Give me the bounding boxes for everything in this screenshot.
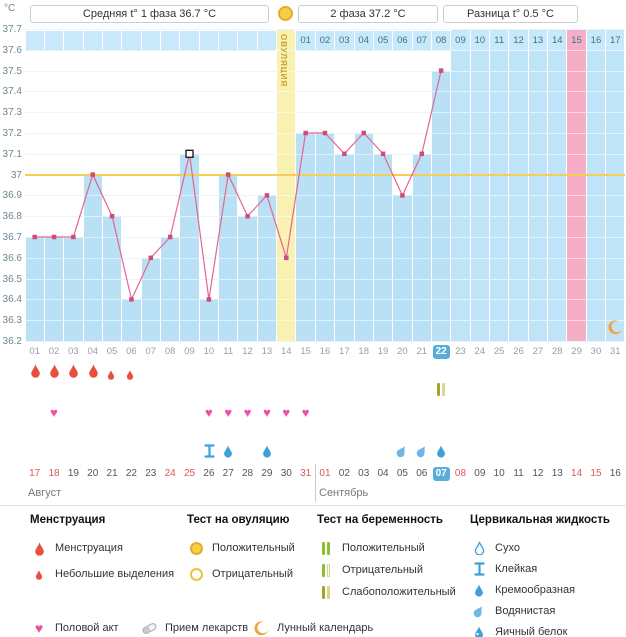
fluid-creamy-icon xyxy=(474,583,484,597)
legend-item-label: Сухо xyxy=(495,542,520,554)
top-date-cell xyxy=(103,31,121,51)
calendar-date[interactable]: 08 xyxy=(454,468,467,479)
calendar-date[interactable]: 04 xyxy=(377,468,389,479)
top-date-cell xyxy=(200,31,218,51)
fluid-watery-icon xyxy=(471,602,487,619)
cervical-fluid-icon xyxy=(436,444,446,463)
legend-item xyxy=(470,540,520,556)
fluid-creamy-icon xyxy=(223,444,233,458)
intercourse-heart-icon xyxy=(260,404,274,422)
cycle-day-label[interactable]: 12 xyxy=(242,346,253,357)
legend-item xyxy=(187,540,295,556)
legend-section-title: Цервикальная жидкость xyxy=(470,514,610,526)
pregnancy-test-positive-icon xyxy=(322,542,330,555)
gridline-overlay xyxy=(25,71,625,72)
menstruation-icon xyxy=(49,363,60,383)
heart-icon: ♥ xyxy=(282,405,291,420)
cycle-day-label[interactable]: 04 xyxy=(87,346,99,357)
heart-icon: ♥ xyxy=(243,405,252,420)
top-date-label: 08 xyxy=(435,35,447,46)
legend-item-label: Отрицательный xyxy=(212,568,293,580)
temp-bar[interactable] xyxy=(335,154,353,341)
pregnancy-test-negative-icon xyxy=(322,564,330,577)
menstruation-drop-icon xyxy=(34,541,45,556)
top-date-label: 03 xyxy=(339,35,350,46)
calendar-date[interactable]: 03 xyxy=(358,468,370,479)
fluid-dry-icon xyxy=(474,541,485,555)
calendar-date[interactable]: 27 xyxy=(222,468,234,479)
temp-bar[interactable] xyxy=(374,154,392,341)
calendar-date[interactable]: 26 xyxy=(203,468,215,479)
top-date-cell xyxy=(122,31,140,51)
cycle-day-label[interactable]: 07 xyxy=(145,346,157,357)
cervical-fluid-icon xyxy=(204,444,215,463)
top-date-cell xyxy=(161,31,179,51)
menstruation-icon xyxy=(30,363,41,383)
calendar-date[interactable]: 10 xyxy=(493,468,505,479)
intercourse-heart-icon xyxy=(202,404,216,422)
cycle-day-label[interactable]: 11 xyxy=(223,346,234,357)
legend-item-label: Слабоположительный xyxy=(342,586,456,598)
temp-bar[interactable] xyxy=(393,195,411,341)
ovulation-column-label: ОВУЛЯЦИЯ xyxy=(279,34,288,88)
future-day-column[interactable] xyxy=(587,30,605,341)
top-date-label: 11 xyxy=(494,35,505,46)
phase2-average-box: 2 фаза 37.2 °C xyxy=(298,5,438,23)
top-date-label: 04 xyxy=(358,35,369,46)
legend-item xyxy=(30,566,174,582)
legend-item xyxy=(470,582,575,598)
intercourse-heart-icon xyxy=(279,404,293,422)
calendar-date[interactable]: 23 xyxy=(145,468,157,479)
y-axis-label: 36.8 xyxy=(2,211,22,223)
top-date-cell xyxy=(45,31,63,51)
legend-section-title: Тест на овуляцию xyxy=(187,514,290,526)
heart-icon: ♥ xyxy=(205,405,213,420)
temp-difference-box: Разница t° 0.5 °C xyxy=(443,5,578,23)
heart-icon: ♥ xyxy=(263,405,271,420)
top-date-label: 10 xyxy=(474,35,486,46)
calendar-date[interactable]: 21 xyxy=(106,468,118,479)
today-date-badge[interactable]: 07 xyxy=(433,467,450,481)
top-date-cell xyxy=(26,31,44,51)
top-date-label: 02 xyxy=(319,35,331,46)
legend-item xyxy=(470,603,555,619)
cycle-day-label[interactable]: 24 xyxy=(474,346,486,357)
menstruation-icon xyxy=(126,367,134,385)
cycle-day-label[interactable]: 21 xyxy=(416,346,428,357)
top-date-label: 12 xyxy=(513,35,524,46)
future-day-column[interactable] xyxy=(606,30,624,341)
phase1-average-box: Средняя t° 1 фаза 36.7 °C xyxy=(30,5,269,23)
legend-item-label: Прием лекарств xyxy=(165,622,249,634)
cycle-day-label[interactable]: 10 xyxy=(203,346,215,357)
calendar-date[interactable]: 29 xyxy=(261,468,273,479)
calendar-date[interactable]: 18 xyxy=(48,468,60,479)
calendar-date[interactable]: 05 xyxy=(396,468,408,479)
legend-item xyxy=(470,624,567,637)
legend xyxy=(0,506,626,637)
cycle-day-label[interactable]: 02 xyxy=(48,346,60,357)
fluid-eggwhite-icon xyxy=(474,625,484,637)
cycle-day-label[interactable]: 14 xyxy=(280,346,292,357)
pregnancy-test-weak-positive-icon xyxy=(322,586,330,599)
expected-period-column[interactable] xyxy=(567,30,585,341)
y-axis-label: 37.1 xyxy=(2,148,22,160)
heart-icon: ♥ xyxy=(301,405,310,420)
cycle-day-label[interactable]: 19 xyxy=(377,346,389,357)
menstruation-drop-icon xyxy=(30,363,41,378)
calendar-date[interactable]: 28 xyxy=(242,468,254,479)
gridline-overlay xyxy=(25,195,625,196)
top-date-label: 17 xyxy=(610,35,621,46)
gridline-overlay xyxy=(25,258,625,259)
menstruation-drop-icon xyxy=(49,363,60,378)
heart-icon: ♥ xyxy=(50,405,58,420)
future-day-column[interactable] xyxy=(451,30,469,341)
cycle-day-label[interactable]: 17 xyxy=(339,346,350,357)
cycle-day-label[interactable]: 05 xyxy=(106,346,118,357)
spotting-drop-icon xyxy=(35,569,43,580)
temp-bar[interactable] xyxy=(258,195,276,341)
fluid-watery-icon xyxy=(414,442,430,459)
calendar-date[interactable]: 22 xyxy=(125,468,137,479)
cycle-day-label[interactable]: 03 xyxy=(68,346,79,357)
fluid-creamy-icon xyxy=(262,444,272,458)
menstruation-drop-icon xyxy=(68,363,79,378)
top-date-cell xyxy=(64,31,82,51)
temp-bar[interactable] xyxy=(413,154,431,341)
future-day-column[interactable] xyxy=(490,30,508,341)
calendar-date[interactable]: 24 xyxy=(164,468,176,479)
gridline-overlay xyxy=(25,154,625,155)
gridline-overlay xyxy=(25,320,625,321)
top-date-cell xyxy=(219,31,237,51)
intercourse-heart-icon xyxy=(47,404,61,422)
future-day-column[interactable] xyxy=(529,30,547,341)
pregnancy-test-result-icon xyxy=(437,383,445,401)
gridline-overlay xyxy=(25,299,625,300)
y-axis-label: 37.7 xyxy=(2,24,22,35)
gridline-overlay xyxy=(25,237,625,238)
top-date-cell xyxy=(180,31,198,51)
legend-item-label: Положительный xyxy=(212,542,295,554)
cycle-day-label[interactable]: 16 xyxy=(319,346,331,357)
legend-item-label: Половой акт xyxy=(55,622,119,634)
fluid-creamy-icon xyxy=(436,444,446,458)
top-date-cell xyxy=(258,31,276,51)
ovulation-positive-icon xyxy=(278,6,293,21)
cycle-day-label[interactable]: 30 xyxy=(590,346,602,357)
legend-item-label: Клейкая xyxy=(495,563,538,575)
calendar-date[interactable]: 12 xyxy=(532,468,544,479)
cycle-day-label[interactable]: 08 xyxy=(164,346,176,357)
legend-item xyxy=(317,540,425,556)
legend-item xyxy=(30,540,123,556)
temp-bar[interactable] xyxy=(161,237,179,341)
ovulation-test-positive-icon xyxy=(190,542,203,555)
y-axis-label: 37 xyxy=(10,169,22,181)
coverline xyxy=(25,174,625,176)
gridline-overlay xyxy=(25,341,625,342)
gridline-overlay xyxy=(25,279,625,280)
month-label-august: Август xyxy=(28,487,62,499)
calendar-date[interactable]: 09 xyxy=(474,468,486,479)
y-axis-label: 36.3 xyxy=(2,315,22,327)
cycle-day-label[interactable]: 18 xyxy=(358,346,369,357)
calendar-date[interactable]: 11 xyxy=(513,468,524,479)
legend-item xyxy=(317,562,423,578)
gridline-overlay xyxy=(25,112,625,113)
top-date-cell xyxy=(84,31,102,51)
top-date-label: 09 xyxy=(455,35,466,46)
future-day-column[interactable] xyxy=(509,30,527,341)
cervical-fluid-icon xyxy=(417,444,427,463)
legend-item-label: Небольшие выделения xyxy=(55,568,175,580)
cycle-day-label[interactable]: 26 xyxy=(513,346,524,357)
intercourse-heart-icon xyxy=(221,404,235,422)
top-date-label: 01 xyxy=(300,35,311,46)
ovulation-test-negative-icon xyxy=(190,568,203,581)
menstruation-icon xyxy=(68,363,79,383)
calendar-date[interactable]: 16 xyxy=(609,468,621,479)
legend-item-label: Менструация xyxy=(55,542,123,554)
y-axis-label: 36.7 xyxy=(2,232,22,243)
temp-bar[interactable] xyxy=(26,237,44,341)
pill-icon xyxy=(141,621,158,634)
menstruation-drop-icon xyxy=(88,363,99,378)
cervical-fluid-icon xyxy=(262,444,272,463)
fluid-sticky-icon xyxy=(474,562,485,576)
gridline-overlay xyxy=(25,91,625,92)
legend-section-title: Менструация xyxy=(30,514,106,526)
temp-bar[interactable] xyxy=(64,237,82,341)
cycle-day-label[interactable]: 15 xyxy=(300,346,311,357)
cycle-day-label[interactable]: 23 xyxy=(455,346,466,357)
gridline-overlay xyxy=(25,216,625,217)
future-day-column[interactable] xyxy=(471,30,489,341)
legend-item xyxy=(252,620,373,636)
top-date-label: 14 xyxy=(551,35,563,46)
cycle-day-label[interactable]: 28 xyxy=(551,346,563,357)
menstruation-icon xyxy=(107,367,115,385)
calendar-date[interactable]: 06 xyxy=(416,468,428,479)
intercourse-heart-icon xyxy=(299,404,313,422)
legend-item-label: Лунный календарь xyxy=(277,622,374,634)
legend-section-title: Тест на беременность xyxy=(317,514,443,526)
top-date-cell xyxy=(142,31,160,51)
legend-item-label: Яичный белок xyxy=(495,626,568,637)
cervical-fluid-icon xyxy=(397,444,407,463)
y-axis-label: 36.6 xyxy=(2,252,22,264)
legend-item-label: Кремообразная xyxy=(495,584,576,596)
gridline-overlay xyxy=(25,133,625,134)
menstruation-icon xyxy=(88,363,99,383)
cycle-day-label[interactable]: 20 xyxy=(397,346,408,357)
today-cycle-day-badge[interactable]: 22 xyxy=(433,345,450,359)
temp-bar[interactable] xyxy=(45,237,63,341)
fluid-sticky-icon xyxy=(204,444,215,458)
legend-item-label: Водянистая xyxy=(495,605,556,617)
calendar-date[interactable]: 19 xyxy=(67,468,79,479)
top-date-label: 13 xyxy=(532,35,544,46)
y-axis-label: 37.3 xyxy=(2,107,22,119)
calendar-date[interactable]: 31 xyxy=(300,468,312,479)
moon-icon xyxy=(608,320,623,335)
legend-item-label: Положительный xyxy=(342,542,425,554)
calendar-date[interactable]: 13 xyxy=(551,468,563,479)
top-date-label: 06 xyxy=(397,35,408,46)
temp-bar[interactable] xyxy=(432,71,450,341)
calendar-date[interactable]: 15 xyxy=(590,468,602,479)
cycle-day-label[interactable]: 27 xyxy=(532,346,544,357)
top-date-label: 16 xyxy=(590,35,602,46)
spotting-drop-icon xyxy=(107,369,115,380)
pregnancy-test-weak-positive-icon xyxy=(437,383,445,396)
calendar-date[interactable]: 02 xyxy=(338,468,350,479)
y-axis-label: 37.6 xyxy=(2,44,22,56)
legend-item xyxy=(470,561,537,577)
y-axis-label: 36.5 xyxy=(2,273,22,285)
intercourse-heart-icon xyxy=(241,404,255,422)
legend-item xyxy=(317,584,456,600)
cycle-day-label[interactable]: 29 xyxy=(571,346,582,357)
y-axis-unit: °C xyxy=(4,3,16,14)
month-label-september: Сентябрь xyxy=(319,487,369,499)
y-axis-label: 36.2 xyxy=(2,336,22,347)
legend-item xyxy=(140,620,248,636)
y-axis-label: 37.2 xyxy=(2,128,22,139)
calendar-date[interactable]: 14 xyxy=(571,468,583,479)
gridline-overlay xyxy=(25,50,625,51)
cycle-day-label[interactable]: 13 xyxy=(261,346,273,357)
cycle-day-label[interactable]: 25 xyxy=(493,346,505,357)
calendar-date[interactable]: 30 xyxy=(280,468,292,479)
legend-item-label: Отрицательный xyxy=(342,564,423,576)
cycle-day-label[interactable]: 09 xyxy=(184,346,195,357)
cervical-fluid-icon xyxy=(223,444,233,463)
lunar-calendar-marker xyxy=(608,320,623,340)
y-axis-label: 36.9 xyxy=(2,190,22,202)
cycle-day-label[interactable]: 06 xyxy=(126,346,137,357)
spotting-drop-icon xyxy=(126,369,134,380)
cycle-day-label[interactable]: 31 xyxy=(610,346,621,357)
y-axis-label: 37.5 xyxy=(2,65,22,77)
legend-item xyxy=(30,620,119,636)
fluid-watery-icon xyxy=(394,442,410,459)
top-date-label: 05 xyxy=(377,35,389,46)
future-day-column[interactable] xyxy=(548,30,566,341)
calendar-date[interactable]: 25 xyxy=(183,468,196,479)
calendar-date[interactable]: 20 xyxy=(87,468,99,479)
top-date-label: 07 xyxy=(416,35,428,46)
calendar-date[interactable]: 01 xyxy=(319,468,331,479)
cycle-day-label[interactable]: 01 xyxy=(29,346,40,357)
temp-bar[interactable] xyxy=(180,154,198,341)
y-axis-label: 37.4 xyxy=(2,86,22,98)
top-date-cell xyxy=(238,31,256,51)
y-axis-label: 36.4 xyxy=(2,294,22,306)
legend-item xyxy=(187,566,293,582)
gridline-overlay xyxy=(25,29,625,30)
heart-icon: ♥ xyxy=(34,620,44,636)
top-date-label: 15 xyxy=(571,35,582,46)
heart-icon: ♥ xyxy=(224,405,233,420)
moon-icon xyxy=(254,621,269,636)
calendar-date[interactable]: 17 xyxy=(29,468,41,479)
